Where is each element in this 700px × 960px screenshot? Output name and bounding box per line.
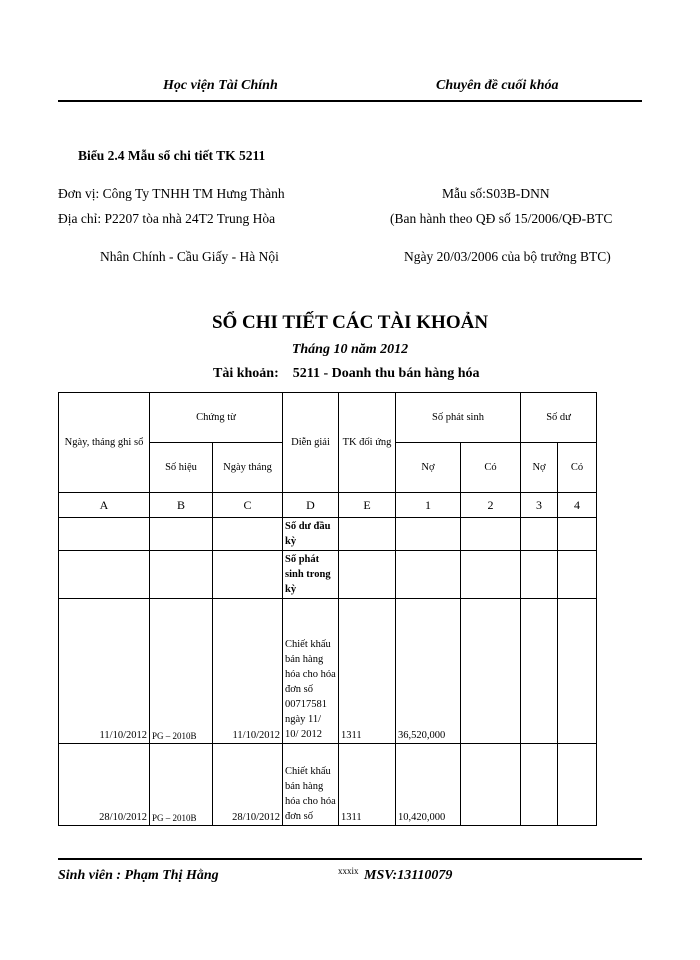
row-debit: 36,520,000: [396, 599, 461, 744]
company-unit: Đơn vị: Công Ty TNHH TM Hưng Thành: [58, 186, 285, 201]
column-code: 3: [521, 493, 558, 518]
ledger-title: SỔ CHI TIẾT CÁC TÀI KHOẢN: [211, 312, 489, 333]
ledger-period: Tháng 10 năm 2012: [291, 342, 409, 357]
row-contra-account: 1311: [339, 744, 396, 826]
opening-balance-row: [59, 518, 597, 551]
header-voucher-date: Ngày tháng: [213, 443, 283, 493]
table-row: [59, 599, 597, 744]
column-code: D: [283, 493, 339, 518]
report-title-header: Chuyên đề cuối khóa: [436, 78, 559, 93]
student-id: MSV:13110079: [364, 868, 453, 883]
row-voucher-date: 28/10/2012: [213, 744, 283, 826]
row-date: 11/10/2012: [59, 599, 150, 744]
period-movement-row: [59, 551, 597, 599]
header-debit: Nợ: [396, 443, 461, 493]
table-row: [59, 744, 597, 826]
column-code: A: [59, 493, 150, 518]
row-debit: 10,420,000: [396, 744, 461, 826]
header-rule: [58, 100, 642, 102]
issued-line1: (Ban hành theo QĐ số 15/2006/QĐ-BTC: [390, 211, 613, 226]
column-code: 2: [461, 493, 521, 518]
period-movement-label: Số phát sinh trong kỳ: [283, 551, 339, 599]
header-movement: Số phát sinh: [396, 393, 521, 443]
institute-name: Học viện Tài Chính: [163, 78, 278, 93]
account-line: [213, 366, 480, 382]
header-description: Diễn giải: [283, 393, 339, 493]
header-contra-account: TK đối ứng: [339, 393, 396, 493]
row-description: Chiết khấu bán hàng hóa cho hóa đơn số 00717581 ngày 11/ 10/ 2012: [283, 599, 339, 744]
header-balance: Số dư: [521, 393, 597, 443]
company-address-line1: Địa chỉ: P2207 tòa nhà 24T2 Trung Hòa: [58, 211, 276, 226]
form-caption: Biểu 2.4 Mẫu sổ chi tiết TK 5211: [78, 148, 266, 163]
row-date: 28/10/2012: [59, 744, 150, 826]
student-name: Sinh viên : Phạm Thị Hằng: [58, 868, 219, 883]
footer-rule: [58, 858, 642, 860]
row-voucher-no: PG – 2010B: [150, 599, 213, 744]
column-code: 1: [396, 493, 461, 518]
row-description: Chiết khấu bán hàng hóa cho hóa đơn số: [283, 744, 339, 826]
header-balance-credit: Có: [558, 443, 597, 493]
ledger-table: [58, 392, 597, 826]
form-number: Mẫu số:S03B-DNN: [442, 186, 550, 201]
opening-balance-label: Số dư đầu kỳ: [283, 518, 339, 551]
account-value: 5211 - Doanh thu bán hàng hóa: [292, 366, 480, 381]
column-code: E: [339, 493, 396, 518]
company-address-line2: Nhân Chính - Cầu Giấy - Hà Nội: [100, 249, 279, 264]
header-credit: Có: [461, 443, 521, 493]
column-code-row: [59, 493, 597, 518]
header-balance-debit: Nợ: [521, 443, 558, 493]
account-label: Tài khoản:: [213, 366, 279, 381]
page-marker: xxxix: [338, 866, 359, 876]
header-date: Ngày, tháng ghi sổ: [59, 393, 150, 493]
issued-line2: Ngày 20/03/2006 của bộ trưởng BTC): [404, 249, 611, 264]
column-code: B: [150, 493, 213, 518]
column-code: 4: [558, 493, 597, 518]
column-code: C: [213, 493, 283, 518]
row-contra-account: 1311: [339, 599, 396, 744]
row-voucher-no: PG – 2010B: [150, 744, 213, 826]
row-voucher-date: 11/10/2012: [213, 599, 283, 744]
header-voucher-no: Số hiệu: [150, 443, 213, 493]
header-voucher: Chứng từ: [150, 393, 283, 443]
